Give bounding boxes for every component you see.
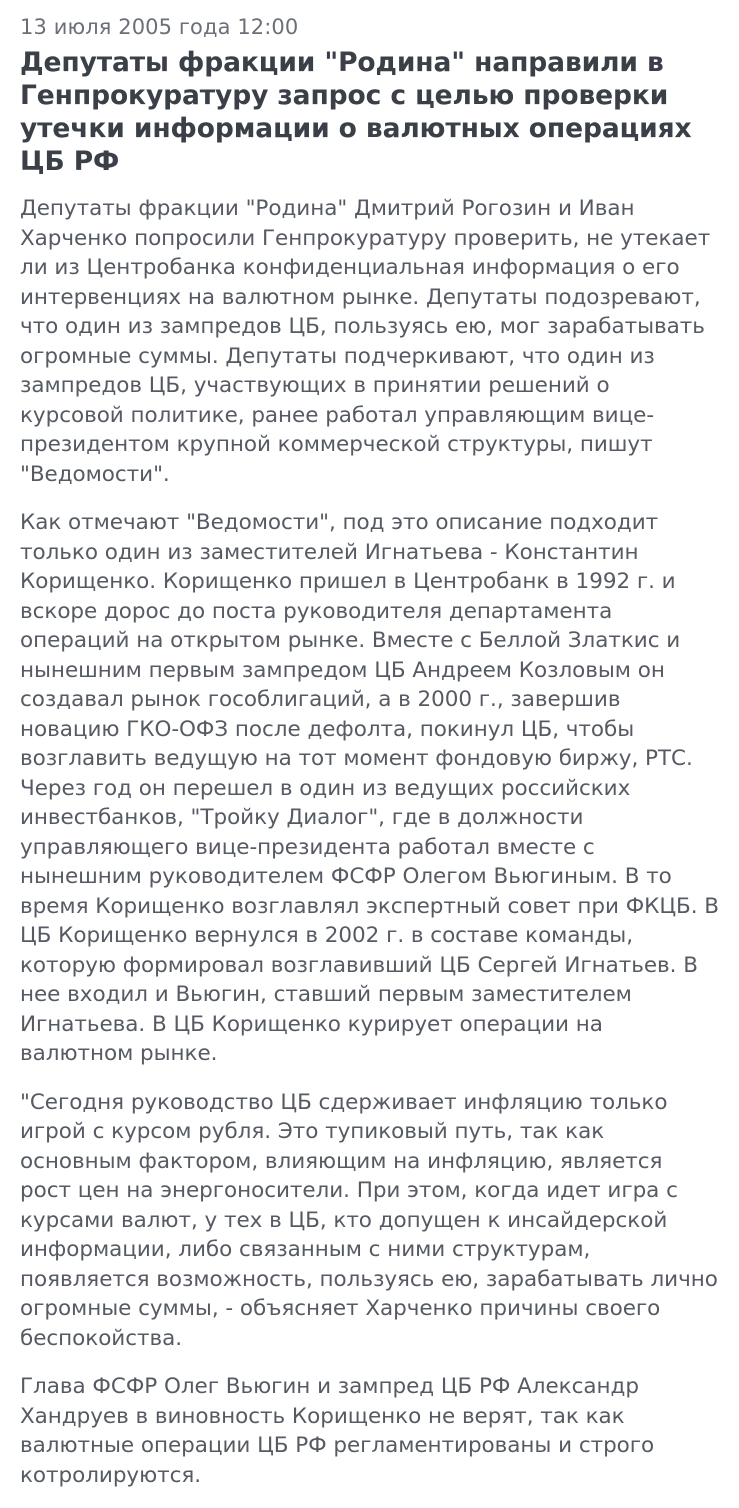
article-paragraph: Глава ФСФР Олег Вьюгин и зампред ЦБ РФ Александр Хандруев в виновность Корищенко не верят, так как валютные операции ЦБ РФ регламентированы и строго котролируются.: [20, 1374, 655, 1488]
article-headline: Депутаты фракции "Родина" направили в Генпрокуратуру запрос с целью проверки утечки информации о валютных операциях ЦБ РФ: [20, 47, 692, 177]
article-paragraph: Как отмечают "Ведомости", под это описание подходит только один из заместителей Игнатьева - Константин Корищенко. Корищенко пришел в Центробанк в 1992 г. и вскоре дорос до поста руководителя департамента операций на открытом рынке. Вместе с Беллой Златкис и нынешним первым зампредом ЦБ Андреем Козловым он создавал рынок гособлигаций, а в 2000 г., завершив новацию ГКО-ОФЗ после дефолта, покинул ЦБ, чтобы возглавить ведущую на тот момент фондовую биржу, РТС. Через год он перешел в один из ведущих российских инвестбанков, "Тройку Диалог", где в должности управляющего вице-президента работал вместе с нынешним руководителем ФСФР Олегом Вьюгиным. В то время Корищенко возглавлял экспертный совет при ФКЦБ. В ЦБ Корищенко вернулся в 2002 г. в составе команды, которую формировал возглавивший ЦБ Сергей Игнатьев. В нее входил и Вьюгин, ставший первым заместителем Игнатьева. В ЦБ Корищенко курирует операции на валютном рынке.: [20, 510, 720, 1066]
article-body: [20, 194, 719, 1490]
article-timestamp: 13 июля 2005 года 12:00: [20, 15, 299, 39]
article-paragraph: "Сегодня руководство ЦБ сдерживает инфляцию только игрой с курсом рубля. Это тупиковый путь, так как основным фактором, влияющим на инфляцию, является рост цен на энергоносители. При этом, когда идет игра с курсами валют, у тех в ЦБ, кто допущен к инсайдерской информации, либо связанным с ними структурам, появляется возможность, пользуясь ею, зарабатывать лично огромные суммы, - объясняет Харченко причины своего беспокойства.: [20, 1089, 718, 1351]
article-paragraph: Депутаты фракции "Родина" Дмитрий Рогозин и Иван Харченко попросили Генпрокуратуру проверить, не утекает ли из Центробанка конфиденциальная информация о его интервенциях на валютном рынке. Депутаты подозревают, что один из зампредов ЦБ, пользуясь ею, мог зарабатывать огромные суммы. Депутаты подчеркивают, что один из зампредов ЦБ, участвующих в принятии решений о курсовой политике, ранее работал управляющим вице-президентом крупной коммерческой структуры, пишут "Ведомости".: [20, 196, 711, 487]
